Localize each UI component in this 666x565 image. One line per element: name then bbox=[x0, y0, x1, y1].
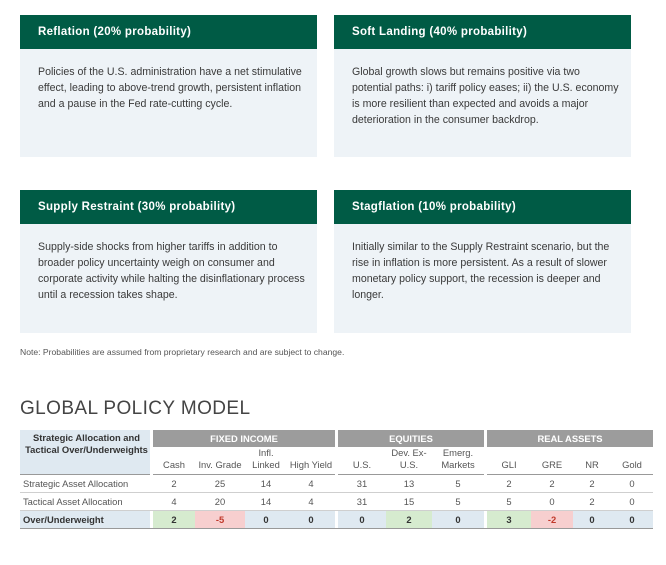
col-header-us: U.S. bbox=[338, 447, 386, 475]
scenario-card-soft-landing bbox=[334, 15, 631, 157]
row-label: Over/Underweight bbox=[20, 511, 150, 529]
cell: 0 bbox=[287, 511, 335, 529]
col-header-cash: Cash bbox=[153, 447, 195, 475]
cell: 13 bbox=[386, 475, 432, 493]
cell: 2 bbox=[153, 475, 195, 493]
cell: 25 bbox=[195, 475, 245, 493]
scenario-description: Global growth slows but remains positive via two potential paths: i) tariff policy eases; ii) the U.S. economy is more resilient than expected and avoids a major deterioration in the consumer backdrop. bbox=[352, 66, 619, 126]
col-header-nr: NR bbox=[573, 447, 611, 475]
cell: 20 bbox=[195, 493, 245, 511]
cell: 0 bbox=[432, 511, 484, 529]
cell: 0 bbox=[611, 475, 653, 493]
scenario-title: Stagflation (10% probability) bbox=[334, 190, 631, 224]
cell: 0 bbox=[611, 511, 653, 529]
group-equities: EQUITIES bbox=[338, 430, 484, 447]
scenario-description: Supply-side shocks from higher tariffs in addition to broader policy uncertainty weigh on consumer and corporate activity while halting the disinflationary process until a recession takes shape. bbox=[38, 241, 305, 301]
row-label: Strategic Asset Allocation bbox=[20, 475, 150, 493]
cell-positive: 3 bbox=[487, 511, 531, 529]
scenario-card-stagflation bbox=[334, 190, 631, 333]
scenario-title: Reflation (20% probability) bbox=[20, 15, 317, 49]
cell: 4 bbox=[153, 493, 195, 511]
cell: 4 bbox=[287, 493, 335, 511]
cell-positive: 2 bbox=[153, 511, 195, 529]
cell: 4 bbox=[287, 475, 335, 493]
global-policy-model-table bbox=[20, 430, 653, 529]
cell: 0 bbox=[611, 493, 653, 511]
col-header-dev-ex-us: Dev. Ex-U.S. bbox=[386, 447, 432, 475]
cell: 14 bbox=[245, 493, 287, 511]
table-row-over-underweight bbox=[20, 511, 653, 529]
cell: 0 bbox=[338, 511, 386, 529]
row-label: Tactical Asset Allocation bbox=[20, 493, 150, 511]
cell: 2 bbox=[573, 475, 611, 493]
probability-note: Note: Probabilities are assumed from proprietary research and are subject to change. bbox=[20, 347, 345, 357]
row-header-label: Strategic Allocation and Tactical Over/Underweights bbox=[20, 430, 150, 475]
cell-positive: 2 bbox=[386, 511, 432, 529]
cell-negative: -5 bbox=[195, 511, 245, 529]
cell-negative: -2 bbox=[531, 511, 573, 529]
scenario-card-reflation bbox=[20, 15, 317, 157]
cell: 2 bbox=[531, 475, 573, 493]
group-fixed-income: FIXED INCOME bbox=[153, 430, 335, 447]
cell: 14 bbox=[245, 475, 287, 493]
cell: 15 bbox=[386, 493, 432, 511]
table-row-strategic bbox=[20, 475, 653, 493]
col-header-gre: GRE bbox=[531, 447, 573, 475]
scenario-title: Supply Restraint (30% probability) bbox=[20, 190, 317, 224]
table-row-tactical bbox=[20, 493, 653, 511]
col-header-inv-grade: Inv. Grade bbox=[195, 447, 245, 475]
cell: 5 bbox=[432, 493, 484, 511]
cell: 5 bbox=[432, 475, 484, 493]
col-header-emerg-markets: Emerg. Markets bbox=[432, 447, 484, 475]
col-header-high-yield: High Yield bbox=[287, 447, 335, 475]
cell: 0 bbox=[531, 493, 573, 511]
scenario-description: Policies of the U.S. administration have a net stimulative effect, leading to above-trend growth, persistent inflation and a pause in the Fed rate-cutting cycle. bbox=[38, 66, 302, 110]
cell: 31 bbox=[338, 475, 386, 493]
cell: 0 bbox=[573, 511, 611, 529]
col-header-gli: GLI bbox=[487, 447, 531, 475]
scenario-description: Initially similar to the Supply Restraint scenario, but the rise in inflation is more persistent. As a result of slower monetary policy support, the recession is deeper and longer. bbox=[352, 241, 610, 301]
cell: 5 bbox=[487, 493, 531, 511]
col-header-infl-linked: Infl. Linked bbox=[245, 447, 287, 475]
scenario-card-supply-restraint bbox=[20, 190, 317, 333]
cell: 0 bbox=[245, 511, 287, 529]
scenario-title: Soft Landing (40% probability) bbox=[334, 15, 631, 49]
model-title: GLOBAL POLICY MODEL bbox=[20, 398, 251, 419]
cell: 2 bbox=[487, 475, 531, 493]
col-header-gold: Gold bbox=[611, 447, 653, 475]
cell: 31 bbox=[338, 493, 386, 511]
cell: 2 bbox=[573, 493, 611, 511]
group-real-assets: REAL ASSETS bbox=[487, 430, 653, 447]
